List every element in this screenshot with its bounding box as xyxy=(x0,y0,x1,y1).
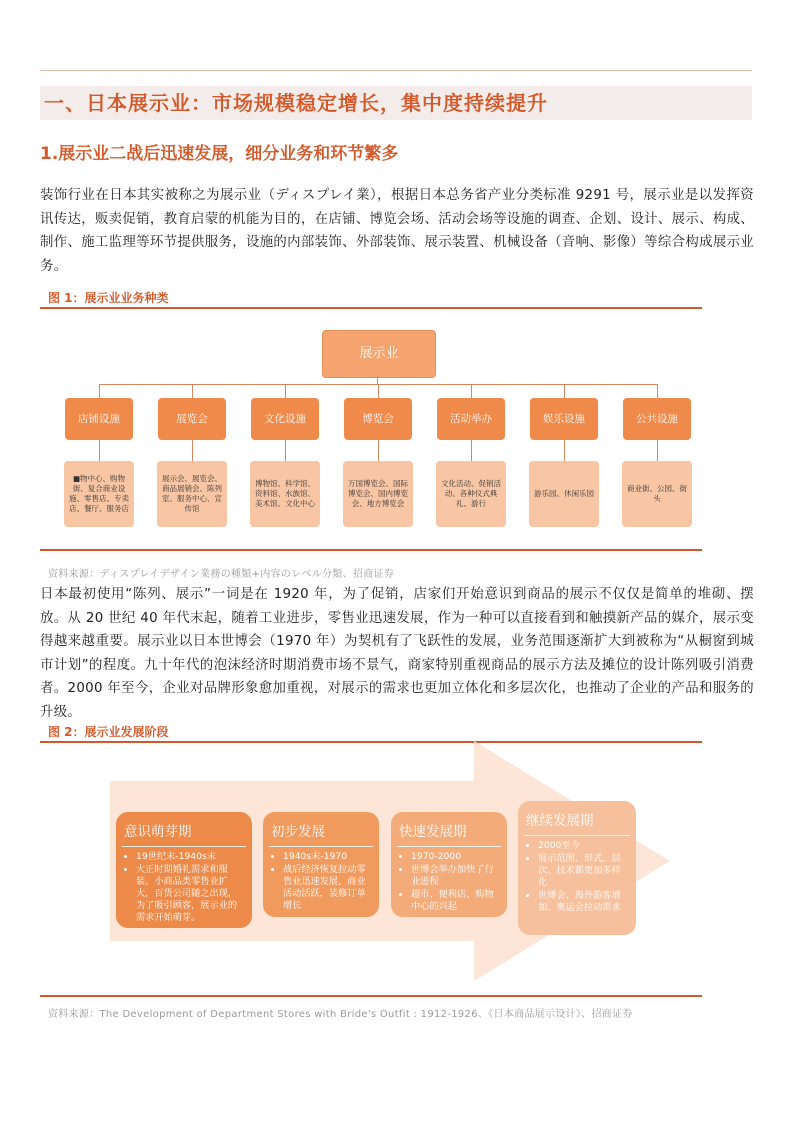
stage-bullet: • 2000至今 xyxy=(538,840,628,852)
connector xyxy=(192,384,193,398)
section-title: 一、日本展示业：市场规模稳定增长，集中度持续提升 xyxy=(44,91,548,115)
stage-title: 意识萌芽期 xyxy=(124,824,192,840)
connector xyxy=(657,440,658,461)
category-box: 娱乐设施 xyxy=(530,398,598,440)
category-box: 店铺设施 xyxy=(65,398,133,440)
stage-bullet: • 1970-2000 xyxy=(411,851,499,863)
stage-bullet: • 展示范围、形式、层次、技术都更加多样化 xyxy=(538,853,628,889)
figure1-source: 资料来源：ディスプレイデザイン業務の種類+内容のレベル分類、招商证券 xyxy=(48,569,395,580)
category-box: 活动举办 xyxy=(437,398,505,440)
stage-title: 快速发展期 xyxy=(399,824,467,840)
connector xyxy=(657,384,658,398)
stage-card xyxy=(518,801,636,935)
connector xyxy=(99,384,100,398)
figure2-source: 资料来源：The Development of Department Stores with Bride's Outfit : 1912-1926、《日本商品展示设计》、招商证券 xyxy=(48,1009,633,1020)
stage-card xyxy=(391,812,507,917)
connector xyxy=(378,440,379,461)
stage-card xyxy=(263,812,379,917)
connector xyxy=(285,384,286,398)
stage-divider xyxy=(524,835,630,836)
category-box: 公共设施 xyxy=(623,398,691,440)
stage-card xyxy=(116,812,252,928)
connector xyxy=(564,384,565,398)
stage-divider xyxy=(269,846,373,847)
category-items: ■物中心、购物街、复合商业设施、零售店、专卖店、餐厅、服务店 xyxy=(64,461,134,527)
category-items: 商业街、公园、街头 xyxy=(622,461,692,527)
top-rule xyxy=(40,70,752,71)
connector xyxy=(377,376,378,384)
connector xyxy=(99,440,100,461)
stage-bullet: • 世博会举办加快了行业进程 xyxy=(411,864,499,888)
category-box: 博览会 xyxy=(344,398,412,440)
figure2-bottom-rule xyxy=(40,995,702,997)
category-items: 展示会、展览会、商品展销会、陈列室、服务中心、宣传馆 xyxy=(157,461,227,527)
category-items: 博物馆、科学馆、资料馆、水族馆、美术馆、文化中心 xyxy=(250,461,320,527)
stage-bullet: • 大正时期婚礼需求和服装、小商品类零售业扩大，百货公司随之出现，为了吸引顾客，展示业的需求开始萌芽。 xyxy=(136,864,244,924)
stage-bullet: • 超市、便利店、购物中心的兴起 xyxy=(411,889,499,913)
stage-bullet: • 1940s末-1970 xyxy=(283,851,371,863)
connector xyxy=(285,440,286,461)
stage-title: 初步发展 xyxy=(271,824,325,840)
stage-divider xyxy=(122,846,246,847)
stage-title: 继续发展期 xyxy=(526,813,594,829)
category-box: 文化设施 xyxy=(251,398,319,440)
figure1-top-rule xyxy=(40,307,702,309)
connector xyxy=(471,384,472,398)
connector xyxy=(471,440,472,461)
stage-divider xyxy=(397,846,501,847)
category-items: 游乐园、休闲乐园 xyxy=(529,461,599,527)
stage-bullet: • 战后经济恢复拉动零售业迅速发展，商业活动活跃，装修订单增长 xyxy=(283,864,371,912)
figure1-caption: 图 1：展示业业务种类 xyxy=(48,291,169,305)
connector xyxy=(564,440,565,461)
subsection-title: 1.展示业二战后迅速发展，细分业务和环节繁多 xyxy=(40,144,399,164)
category-box: 展览会 xyxy=(158,398,226,440)
connector xyxy=(378,384,379,398)
paragraph-history: 日本最初使用“陈列、展示”一词是在 1920 年，为了促销，店家们开始意识到商品的展示不仅仅是简单的堆砌、摆放。从 20 世纪 40 年代末起，随着工业进步，零售业迅速发展，作为一种可以直接看到和触摸新产品的媒介，展示变得越来越重要。展示业以日本世博会（1970 年）为契机有了飞跃性的发展，业务范围逐渐扩大到被称为“从橱窗到城市计划”的程度。九十年代的泡沫经济时期消费市场不景气，商家特别重视商品的展示方法及摊位的设计陈列吸引消费者。2000 年至今，企业对品牌形象愈加重视，对展示的需求也更加立体化和多层次化，也推动了企业的产品和服务的升级。 xyxy=(40,587,754,720)
paragraph-intro: 装饰行业在日本其实被称之为展示业（ディスプレイ業），根据日本总务省产业分类标准 9291 号，展示业是以发挥资讯传达，贩卖促销，教育启蒙的机能为目的，在店铺、博览会场、活动会场等设施的调查、企划、设计、展示、构成、制作、施工监理等环节提供服务，设施的内部装饰、外部装饰、展示装置、机械设备（音响、影像）等综合构成展示业务。 xyxy=(40,188,754,274)
category-items: 文化活动、促销活动、各种仪式典礼、游行 xyxy=(436,461,506,527)
category-items: 万国博览会、国际博览会、国内博览会、地方博览会 xyxy=(343,461,413,527)
stage-bullet: • 世博会、海外游客增加、奥运会拉动需求 xyxy=(538,890,628,914)
figure1-bottom-rule xyxy=(40,549,702,551)
figure2-caption: 图 2：展示业发展阶段 xyxy=(48,725,169,739)
tree-root: 展示业 xyxy=(322,330,436,378)
connector xyxy=(192,440,193,461)
stage-bullet: • 19世纪末-1940s末 xyxy=(136,851,244,863)
